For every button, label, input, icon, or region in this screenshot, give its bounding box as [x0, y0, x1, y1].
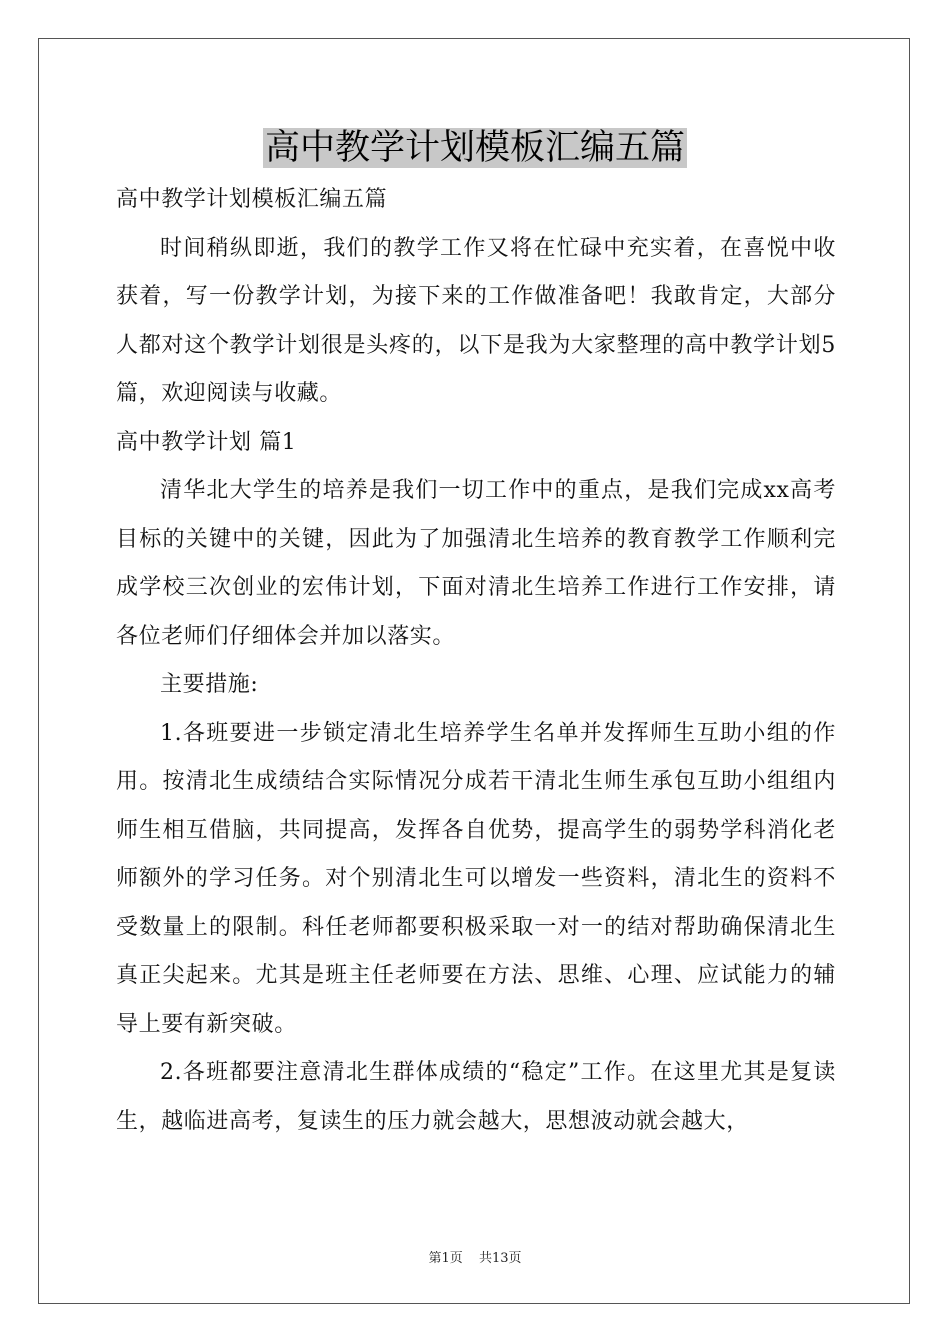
- document-body: [116, 176, 836, 1146]
- page-footer: [0, 1247, 950, 1266]
- document-title-text: 高中教学计划模板汇编五篇: [264, 128, 685, 168]
- measure-2: 2.各班都要注意清北生群体成绩的“稳定”工作。在这里尤其是复读生，越临进高考，复读生的压力就会越大，思想波动就会越大，: [116, 1060, 836, 1134]
- subtitle: 高中教学计划模板汇编五篇: [116, 187, 388, 212]
- measures-heading: 主要措施:: [160, 672, 259, 697]
- page-total: 共13页: [478, 1251, 522, 1266]
- page-number: 第1页: [428, 1251, 463, 1266]
- paragraph-1: 清华北大学生的培养是我们一切工作中的重点，是我们完成xx高考目标的关键中的关键，因此为了加强清北生培养的教育教学工作顺利完成学校三次创业的宏伟计划，下面对清北生培养工作进行工作安排，请各位老师们仔细体会并加以落实。: [116, 478, 836, 649]
- section-heading: 高中教学计划 篇1: [116, 429, 297, 455]
- measure-1: 1.各班要进一步锁定清北生培养学生名单并发挥师生互助小组的作用。按清北生成绩结合实际情况分成若干清北生师生承包互助小组组内师生相互借脑，共同提高，发挥各自优势，提高学生的弱势学科消化老师额外的学习任务。对个别清北生可以增发一些资料，清北生的资料不受数量上的限制。科任老师都要积极采取一对一的结对帮助确保清北生真正尖起来。尤其是班主任老师要在方法、思维、心理、应试能力的辅导上要有新突破。: [116, 720, 836, 1037]
- document-title: [0, 124, 950, 172]
- intro-paragraph: 时间稍纵即逝，我们的教学工作又将在忙碌中充实着，在喜悦中收获着，写一份教学计划，为接下来的工作做准备吧！我敢肯定，大部分人都对这个教学计划很是头疼的，以下是我为大家整理的高中教学计划5篇，欢迎阅读与收藏。: [116, 235, 836, 406]
